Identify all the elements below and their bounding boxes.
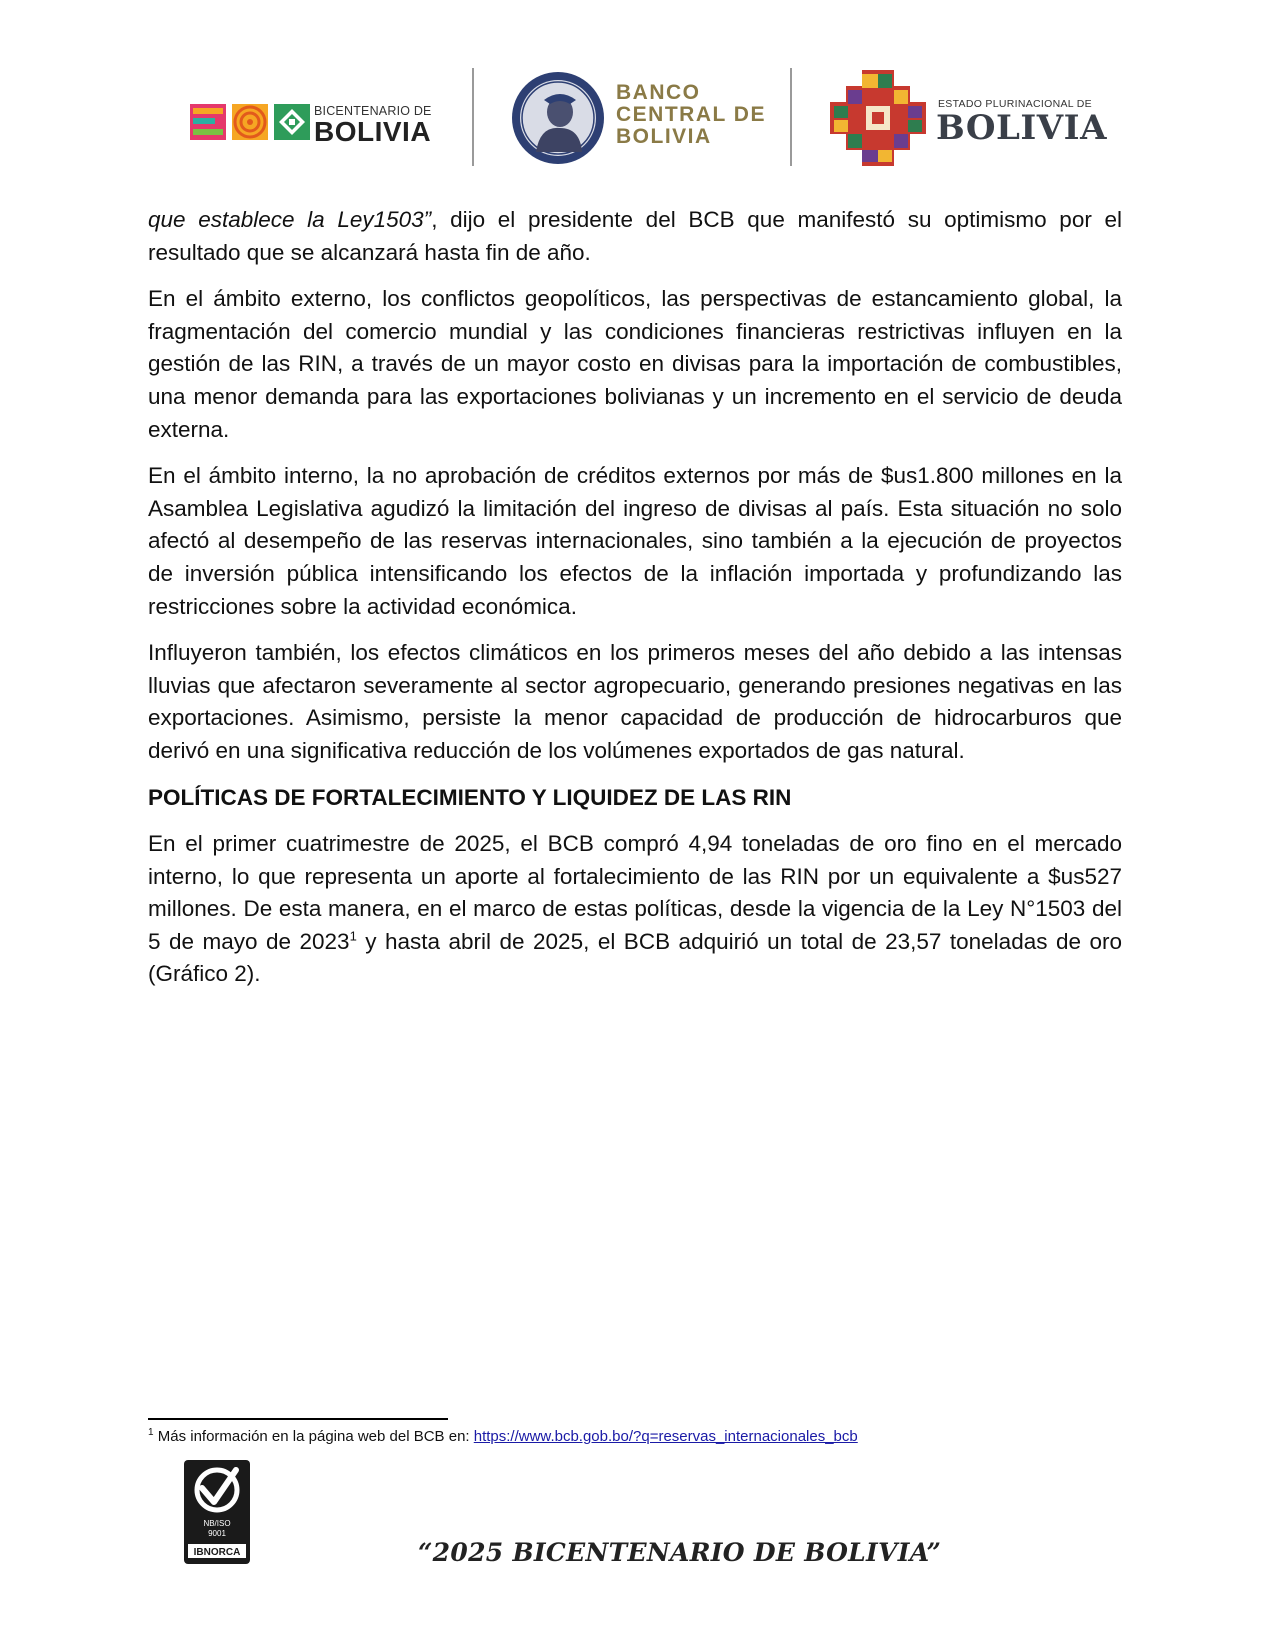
bicentenario-tiles-icon: [190, 102, 315, 142]
paragraph-text: , dijo el presidente del BCB que manifestó su optimismo por el resultado que se alcanzará hasta fin de año.: [148, 207, 1123, 265]
bcb-seal-icon: [510, 70, 606, 166]
footnote-marker: 1: [148, 1427, 154, 1438]
estado-big-text: BOLIVIA: [936, 108, 1107, 148]
ibnorca-norm: NB/ISO: [203, 1519, 231, 1528]
footnote-text: Más información en la página web del BCB en:: [153, 1428, 474, 1445]
section-heading: POLÍTICAS DE FORTALECIMIENTO Y LIQUIDEZ DE LAS RIN: [148, 784, 792, 810]
estado-small-text: ESTADO PLURINACIONAL DE: [938, 98, 1092, 110]
footnote-reference[interactable]: 1: [349, 928, 357, 944]
paragraph: En el ámbito externo, los conflictos geopolíticos, las perspectivas de estancamiento global, la fragmentación del comercio mundial y las condiciones financieras restrictivas influyen en la gestión de las RIN, a través de un mayor costo en divisas para la importación de combustibles, una menor demanda para las exportaciones bolivianas y un incremento en el servicio de deuda externa.: [148, 286, 1122, 442]
paragraph: [148, 828, 1122, 991]
ibnorca-brand: IBNORCA: [193, 1547, 241, 1558]
ibnorca-number: 9001: [208, 1529, 226, 1538]
footnote: [148, 1428, 858, 1445]
page-header: [0, 60, 1275, 170]
paragraph: [148, 204, 1122, 269]
bicentenario-small-text: BICENTENARIO DE: [314, 104, 432, 118]
footnote-link[interactable]: https://www.bcb.gob.bo/?q=reservas_internacionales_bcb: [473, 1428, 858, 1445]
footer-motto: “2025 BICENTENARIO DE BOLIVIA”: [418, 1538, 942, 1567]
bcb-name-line: CENTRAL DE: [616, 103, 766, 126]
paragraph-text: En el primer cuatrimestre de 2025, el BCB compró 4,94 toneladas de oro fino en el mercado interno, lo que representa un aporte al fortalecimiento de las RIN por un equivalente a $us527 millones. De esta manera, en el marco de estas políticas, desde la vigencia de la Ley N°1503 del 5 de mayo de 2023: [148, 831, 1122, 954]
paragraph: En el ámbito interno, la no aprobación de créditos externos por más de $us1.800 millones en la Asamblea Legislativa agudizó la limitación del ingreso de divisas al país. Esta situación no solo afectó al desempeño de las reservas internacionales, sino también a la ejecución de proyectos de inversión pública intensificando los efectos de la inflación importada y profundizando las restricciones sobre la actividad económica.: [148, 463, 1122, 619]
bicentenario-logo: [190, 102, 440, 146]
footnote-rule: [148, 1418, 448, 1420]
bcb-name: [616, 82, 766, 148]
header-divider: [472, 68, 474, 166]
paragraph-text: y hasta abril de 2025, el BCB adquirió un total de 23,57 toneladas de oro (Gráfico 2).: [148, 928, 1122, 987]
paragraph: Influyeron también, los efectos climáticos en los primeros meses del año debido a las intensas lluvias que afectaron severamente al sector agropecuario, generando presiones negativas en las exportaciones. Asimismo, persiste la menor capacidad de producción de hidrocarburos que derivó en una significativa reducción de los volúmenes exportados de gas natural.: [148, 640, 1122, 763]
bcb-name-line: BOLIVIA: [616, 125, 712, 148]
estado-chakana-icon: [830, 70, 926, 166]
document-body: [148, 204, 1122, 1005]
bcb-name-line: BANCO: [616, 81, 701, 104]
ibnorca-certification-logo: [184, 1460, 250, 1564]
bicentenario-big-text: BOLIVIA: [314, 116, 432, 147]
header-divider: [790, 68, 792, 166]
quote-ending: que establece la Ley1503”: [148, 207, 432, 232]
